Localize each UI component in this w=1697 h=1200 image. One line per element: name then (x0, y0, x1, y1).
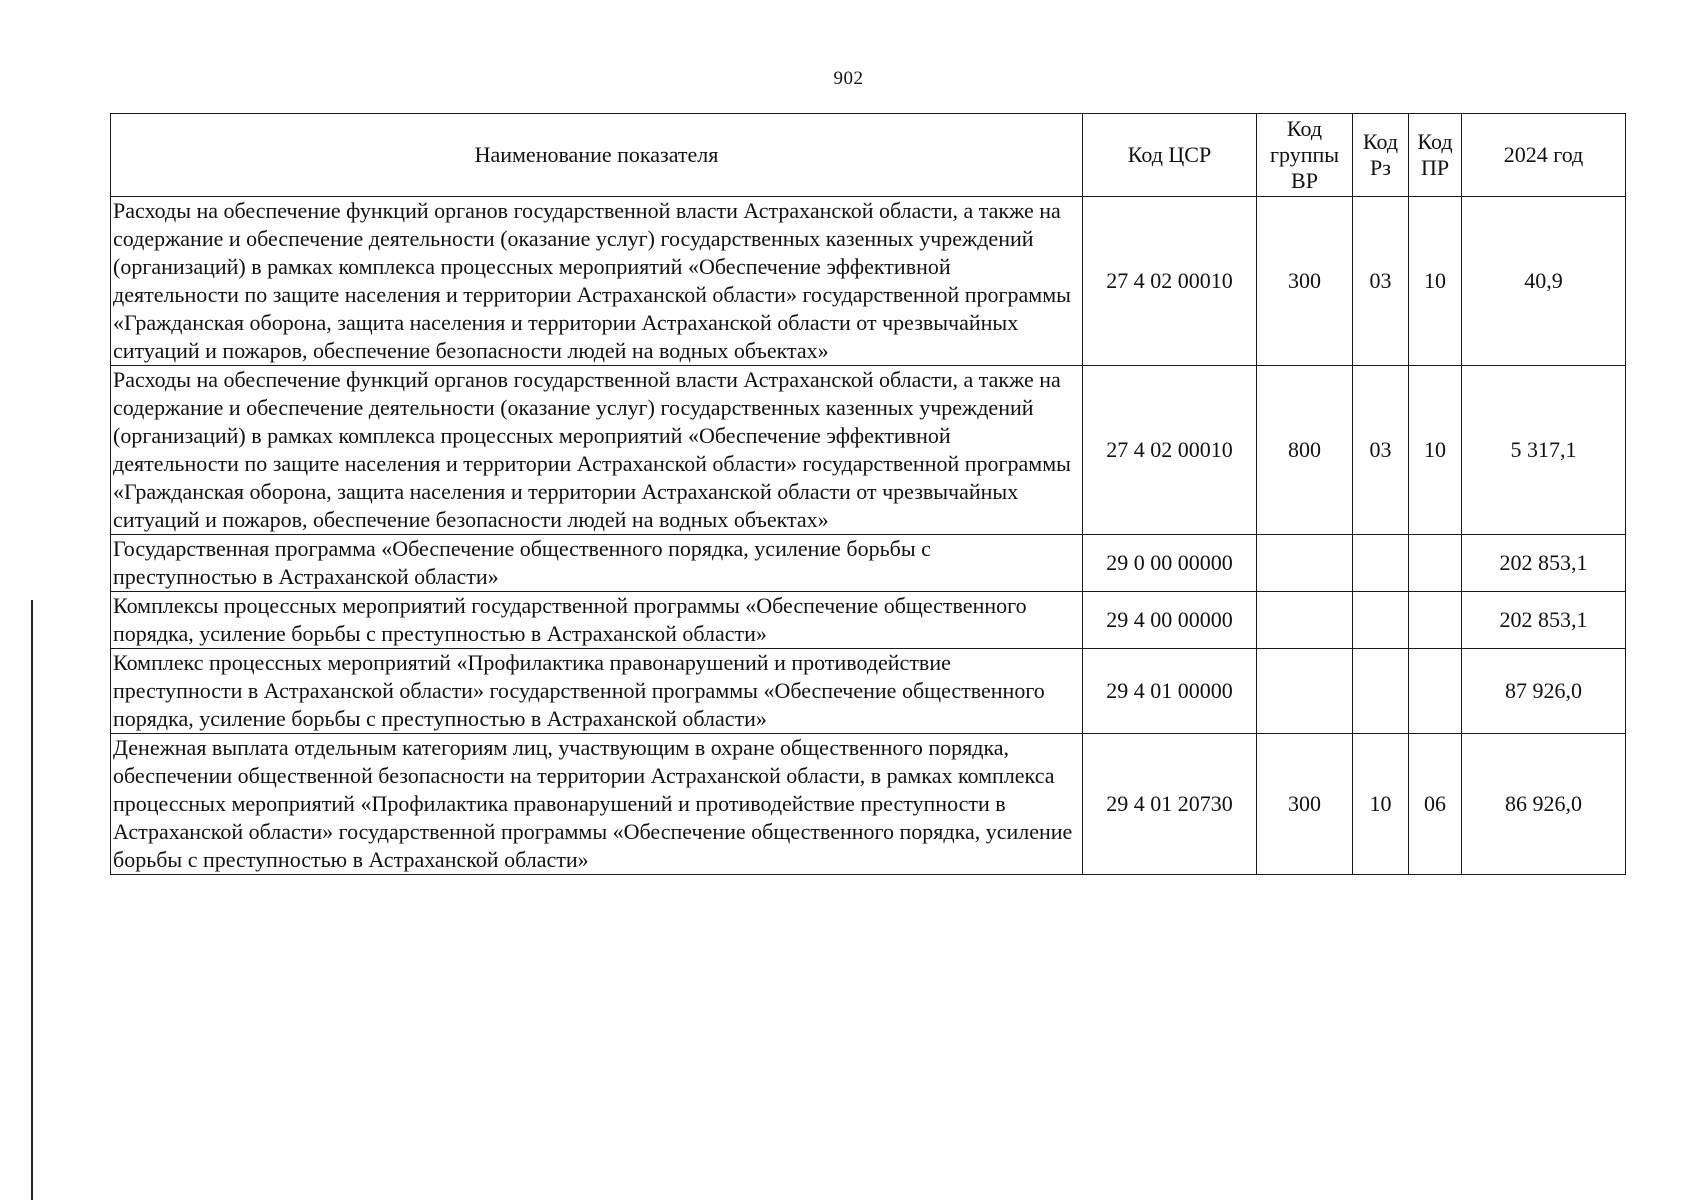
row-csr: 27 4 02 00010 (1083, 366, 1257, 535)
row-name: Расходы на обеспечение функций органов государственной власти Астраханской области, а также на содержание и обеспечение деятельности (оказание услуг) государственных казенных учреждений (организаций) в рамках комплекса процессных мероприятий «Обеспечение эффективной деятельности по защите населения и территории Астраханской области» государственной программы «Гражданская оборона, защита населения и территории Астраханской области от чрезвычайных ситуаций и пожаров, обеспечение безопасности людей на водных объектах» (111, 366, 1083, 535)
table-row (111, 366, 1626, 535)
row-year: 202 853,1 (1462, 535, 1626, 592)
binding-edge-line (31, 600, 33, 1200)
header-csr: Код ЦСР (1083, 114, 1257, 197)
budget-table (110, 113, 1626, 875)
row-name: Комплексы процессных мероприятий государственной программы «Обеспечение общественного порядка, усиление борьбы с преступностью в Астраханской области» (111, 592, 1083, 649)
row-vr: 300 (1257, 734, 1353, 875)
row-vr (1257, 535, 1353, 592)
row-csr: 29 4 00 00000 (1083, 592, 1257, 649)
table-row (111, 649, 1626, 734)
header-pr: Код ПР (1409, 114, 1462, 197)
row-name: Комплекс процессных мероприятий «Профилактика правонарушений и противодействие преступности в Астраханской области» государственной программы «Обеспечение общественного порядка, усиление борьбы с преступностью в Астраханской области» (111, 649, 1083, 734)
row-rz (1353, 649, 1409, 734)
row-rz (1353, 592, 1409, 649)
table-header (111, 114, 1626, 197)
row-vr: 300 (1257, 197, 1353, 366)
row-name: Денежная выплата отдельным категориям лиц, участвующим в охране общественного порядка, обеспечении общественной безопасности на территории Астраханской области, в рамках комплекса процессных мероприятий «Профилактика правонарушений и противодействие преступности в Астраханской области» государственной программы «Обеспечение общественного порядка, усиление борьбы с преступностью в Астраханской области» (111, 734, 1083, 875)
row-name: Государственная программа «Обеспечение общественного порядка, усиление борьбы с преступностью в Астраханской области» (111, 535, 1083, 592)
row-vr (1257, 592, 1353, 649)
row-rz: 03 (1353, 197, 1409, 366)
header-name: Наименование показателя (111, 114, 1083, 197)
table-row (111, 592, 1626, 649)
row-year: 86 926,0 (1462, 734, 1626, 875)
row-name: Расходы на обеспечение функций органов государственной власти Астраханской области, а также на содержание и обеспечение деятельности (оказание услуг) государственных казенных учреждений (организаций) в рамках комплекса процессных мероприятий «Обеспечение эффективной деятельности по защите населения и территории Астраханской области» государственной программы «Гражданская оборона, защита населения и территории Астраханской области от чрезвычайных ситуаций и пожаров, обеспечение безопасности людей на водных объектах» (111, 197, 1083, 366)
row-csr: 29 4 01 20730 (1083, 734, 1257, 875)
row-year: 40,9 (1462, 197, 1626, 366)
row-pr (1409, 592, 1462, 649)
header-vr: Код группы ВР (1257, 114, 1353, 197)
header-rz: Код Рз (1353, 114, 1409, 197)
row-csr: 29 4 01 00000 (1083, 649, 1257, 734)
row-year: 87 926,0 (1462, 649, 1626, 734)
table-row (111, 535, 1626, 592)
row-csr: 27 4 02 00010 (1083, 197, 1257, 366)
table-body (111, 197, 1626, 875)
table-row (111, 734, 1626, 875)
row-pr (1409, 535, 1462, 592)
row-pr (1409, 649, 1462, 734)
row-pr: 10 (1409, 197, 1462, 366)
row-pr: 10 (1409, 366, 1462, 535)
row-year: 5 317,1 (1462, 366, 1626, 535)
row-rz (1353, 535, 1409, 592)
row-vr (1257, 649, 1353, 734)
row-rz: 10 (1353, 734, 1409, 875)
header-row (111, 114, 1626, 197)
row-vr: 800 (1257, 366, 1353, 535)
row-pr: 06 (1409, 734, 1462, 875)
row-year: 202 853,1 (1462, 592, 1626, 649)
page-number: 902 (833, 68, 864, 89)
row-csr: 29 0 00 00000 (1083, 535, 1257, 592)
header-year: 2024 год (1462, 114, 1626, 197)
table-row (111, 197, 1626, 366)
row-rz: 03 (1353, 366, 1409, 535)
